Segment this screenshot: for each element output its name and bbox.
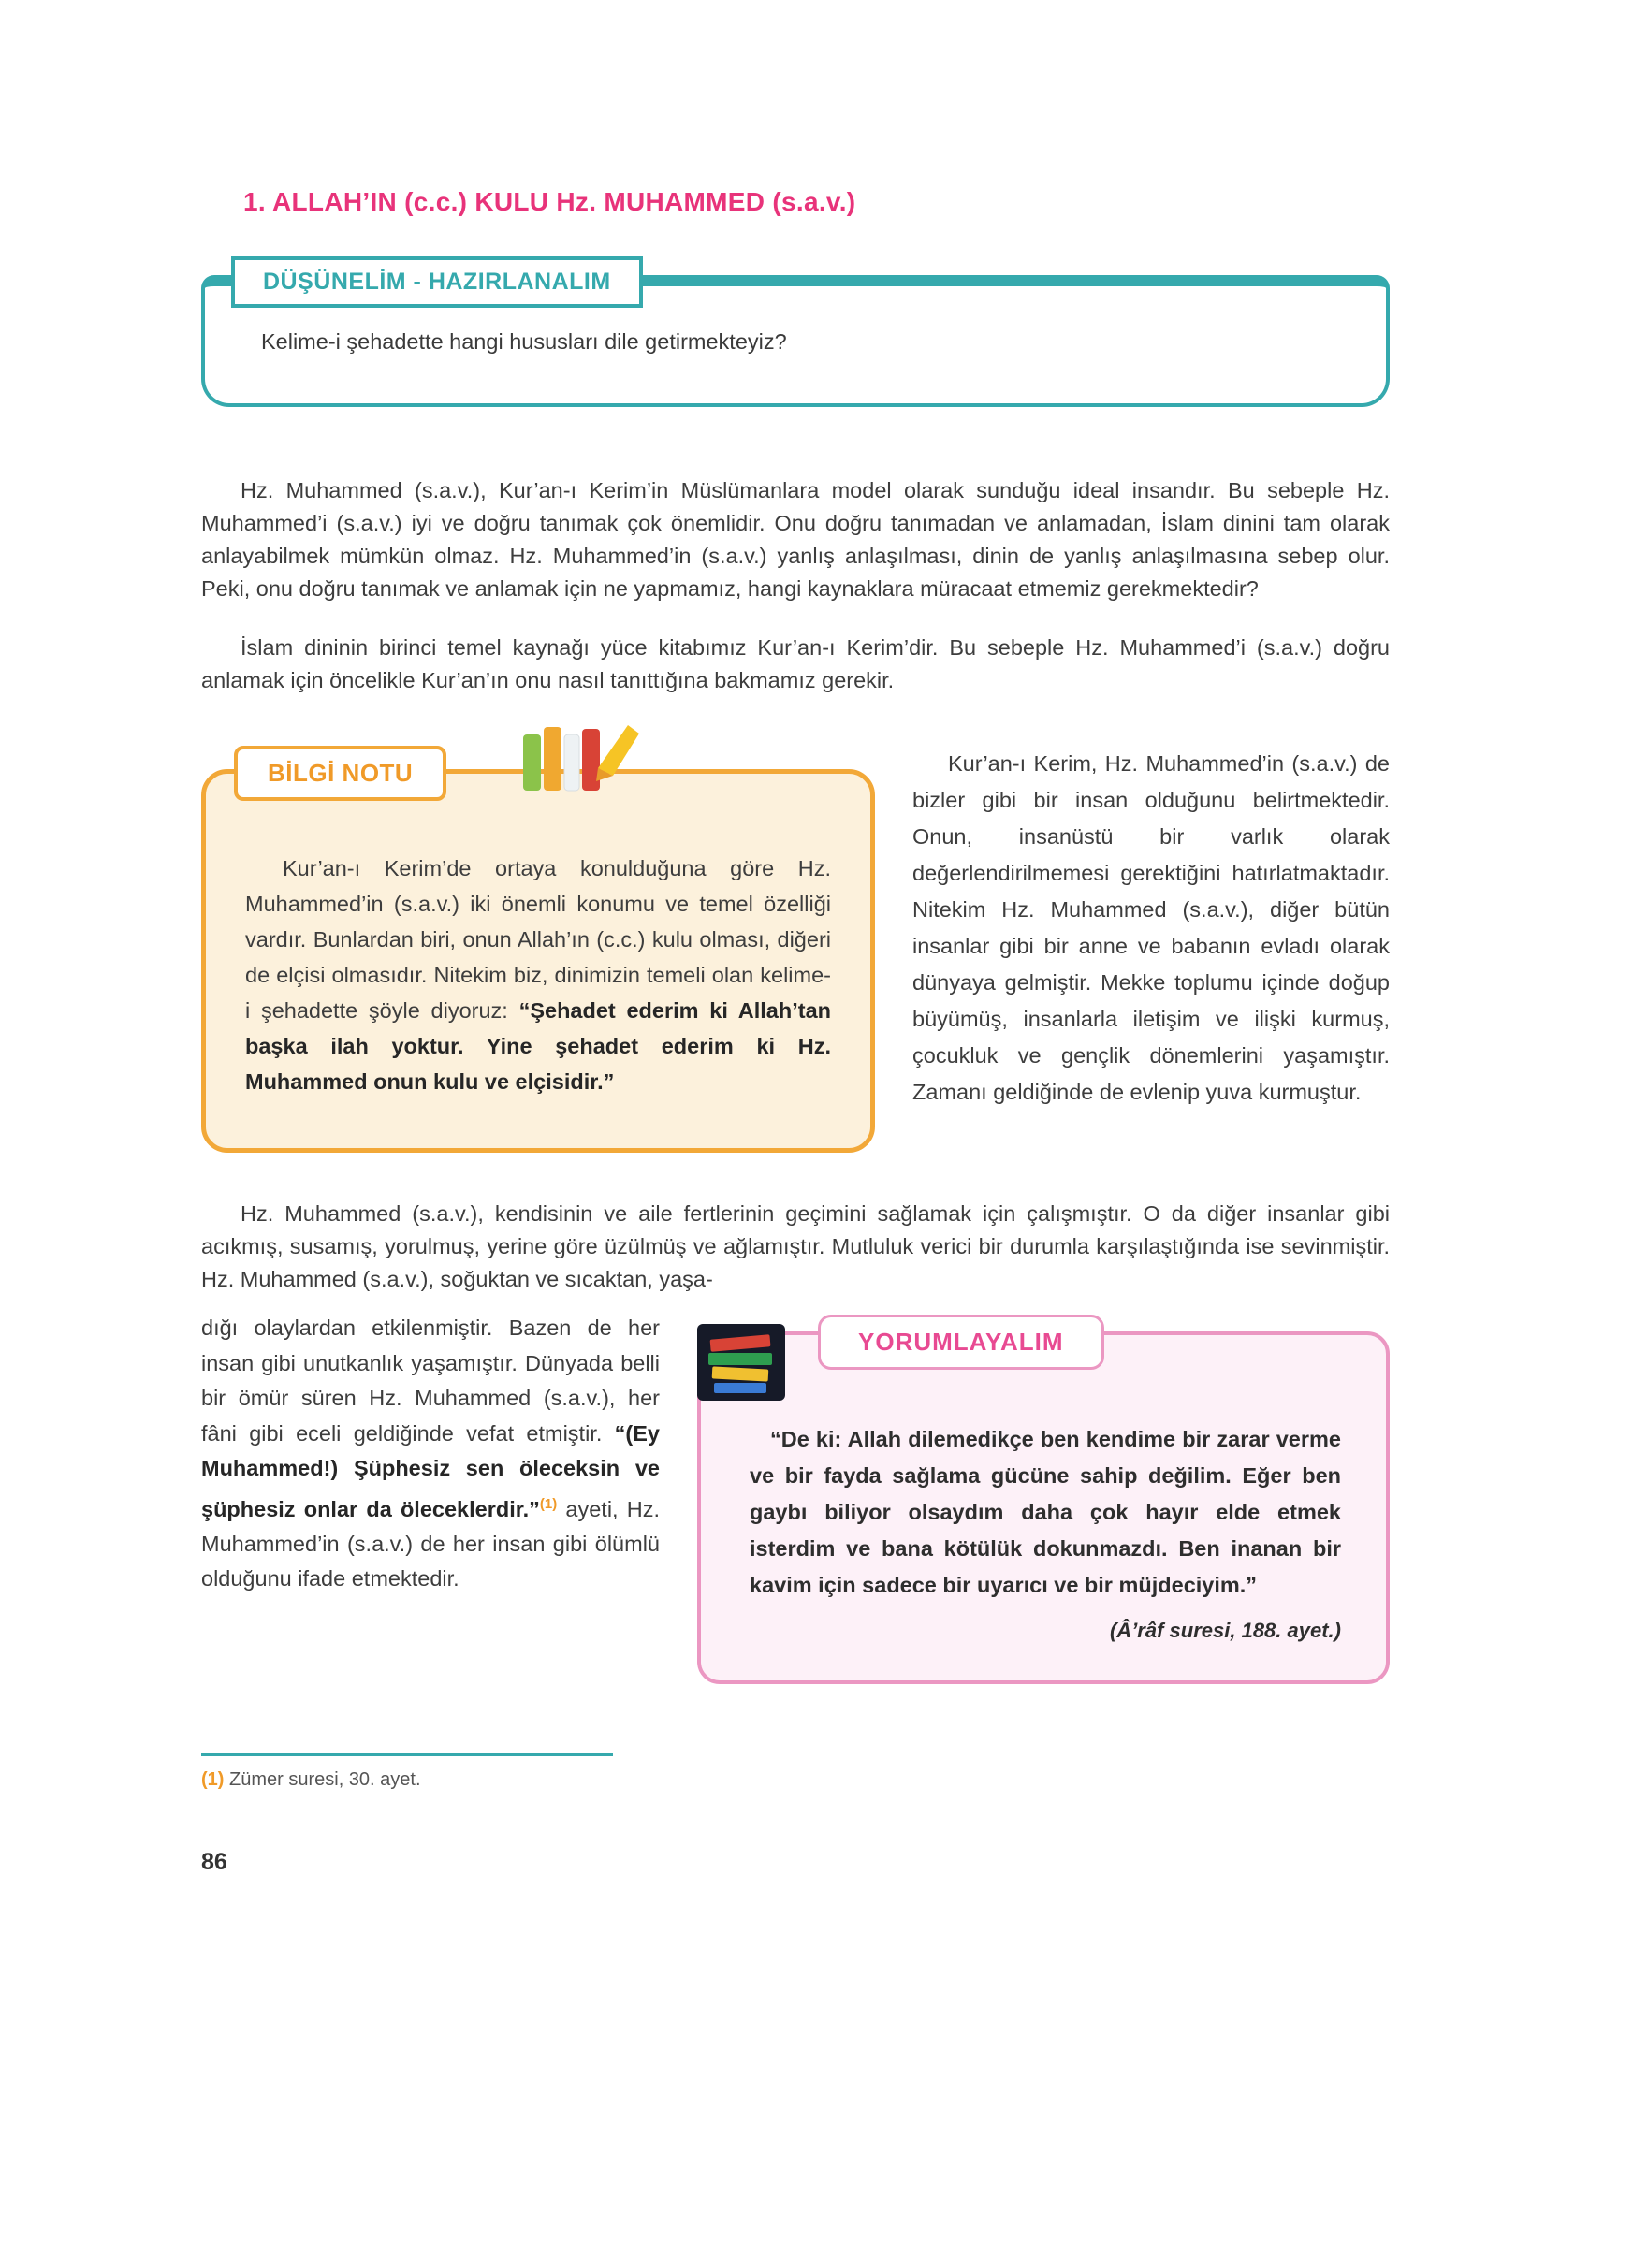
bottom-left-normal-2: ayeti, Hz. Muhammed’in (s.a.v.) de her insan gibi ölümlü olduğunu ifade etmektedir. [201, 1496, 660, 1592]
page-content [201, 0, 1390, 1876]
yorumlayalim-quote: “De ki: Allah dilemedikçe ben kendime bir zarar verme ve bir fayda sağlama gücüne sahip değilim. Eğer ben gaybı biliyor olsaydım daha çok hayır elde etmek isterdim ve bana kötülük dokunmazdı. Ben inanan bir kavim için sadece bir uyarıcı ve bir müjdeciyim.” [750, 1427, 1341, 1597]
footnote-block [201, 1753, 1390, 1791]
intro-paragraph-1: Hz. Muhammed (s.a.v.), Kur’an-ı Kerim’in Müslümanlara model olarak sunduğu ideal insandır. Bu sebeple Hz. Muhammed’i (s.a.v.) iyi ve doğru tanımak çok önemlidir. Onu doğru tanımadan ve anlamadan, İslam dinini tam olarak anlayabilmek mümkün olmaz. Hz. Muhammed’in (s.a.v.) yanlış anlaşılması, dinin de yanlış anlaşılmasına sebep olur. Peki, onu doğru tanımak ve anlamak için ne yapmamız, hangi kaynaklara müracaat etmemiz gerekmektedir? [201, 478, 1390, 601]
bilgi-notu-text [245, 850, 831, 1099]
books-icon [697, 1324, 785, 1405]
bottom-left-normal-1: dığı olaylardan etkilenmiştir. Bazen de her insan gibi unutkanlık yaşamıştır. Dünyada belli bir ömür süren Hz. Muhammed (s.a.v.), her fâni gibi eceli geldiğinde vefat etmiştir. [201, 1316, 660, 1446]
page-title: 1. ALLAH’IN (c.c.) KULU Hz. MUHAMMED (s.a.v.) [243, 187, 856, 216]
footnote-reference: (1) [539, 1495, 558, 1512]
yorumlayalim-label: YORUMLAYALIM [818, 1315, 1104, 1370]
bilgi-notu-box [201, 759, 875, 1153]
yorumlayalim-box [697, 1328, 1390, 1684]
page-number: 86 [201, 1849, 227, 1875]
bottom-left-text [201, 1311, 660, 1684]
bilgi-notu-shahada-quote: “Şehadet ederim ki Allah’tan başka ilah yoktur. Yine şehadet ederim ki Hz. Muhammed onun kulu ve elçisidir.” [245, 998, 831, 1094]
intro-paragraph-2: İslam dininin birinci temel kaynağı yüce kitabımız Kur’an-ı Kerim’dir. Bu sebeple Hz. Muhammed’i (s.a.v.) doğru anlamak için öncelikle Kur’an’ın onu nasıl tanıttığına bakmamız gerekir. [201, 635, 1390, 692]
dusunelim-box [201, 269, 1390, 407]
yorumlayalim-citation: (Â’râf suresi, 188. ayet.) [1109, 1619, 1341, 1642]
dusunelim-header-label: DÜŞÜNELİM - HAZIRLANALIM [231, 256, 643, 308]
bilgi-notu-text-normal: Kur’an-ı Kerim’de ortaya konulduğuna göre Hz. Muhammed’in (s.a.v.) iki önemli konumu ve temel özelliği vardır. Bunlardan biri, onun Allah’ın (c.c.) kulu olması, diğeri de elçisi olmasıdır. Nitekim biz, dinimizin temeli olan kelime-i şehadette şöyle diyoruz: [245, 856, 831, 1023]
bilgi-notu-column [201, 746, 875, 1153]
footnote-marker: (1) [201, 1769, 225, 1790]
side-column-text: Kur’an-ı Kerim, Hz. Muhammed’in (s.a.v.) de bizler gibi bir insan olduğunu belirtmektedir. Onun, insanüstü bir varlık olarak değerlendirilmemesi gerektiğini hatırlatmaktadır. Nitekim Hz. Muhammed (s.a.v.), diğer bütün insanlar gibi bir anne ve babanın evladı olarak dünyaya gelmiştir. Mekke toplumu içinde doğup büyümüş, insanlarla iletişim ve ilişki kurmuş, çocukluk ve gençlik dönemlerini yaşamıştır. Zamanı geldiğinde de evlenip yuva kurmuştur. [912, 751, 1390, 1104]
books-pencil-icon [519, 720, 641, 797]
footnote-text: Zümer suresi, 30. ayet. [224, 1769, 421, 1790]
yorumlayalim-section [201, 1311, 1390, 1684]
footnote-divider [201, 1753, 613, 1756]
footnote [201, 1769, 1390, 1791]
bilgi-notu-label: BİLGİ NOTU [234, 746, 446, 801]
ayet-quote-inline: “(Ey Muhammed!) Şüphesiz sen öleceksin ve şüphesiz onlar da öleceklerdir.” [201, 1420, 660, 1521]
bilgi-notu-section [201, 746, 1390, 1153]
paragraph-3: Hz. Muhammed (s.a.v.), kendisinin ve aile fertlerinin geçimini sağlamak için çalışmıştır. O da diğer insanlar gibi acıkmış, susamış, yorulmuş, yerine göre üzülmüş ve ağlamıştır. Mutluluk verici bir durumla karşılaştığında ise sevinmiştir. Hz. Muhammed (s.a.v.), soğuktan ve sıcaktan, yaşa- [201, 1201, 1390, 1291]
dusunelim-question: Kelime-i şehadette hangi hususları dile getirmekteyiz? [261, 329, 787, 354]
